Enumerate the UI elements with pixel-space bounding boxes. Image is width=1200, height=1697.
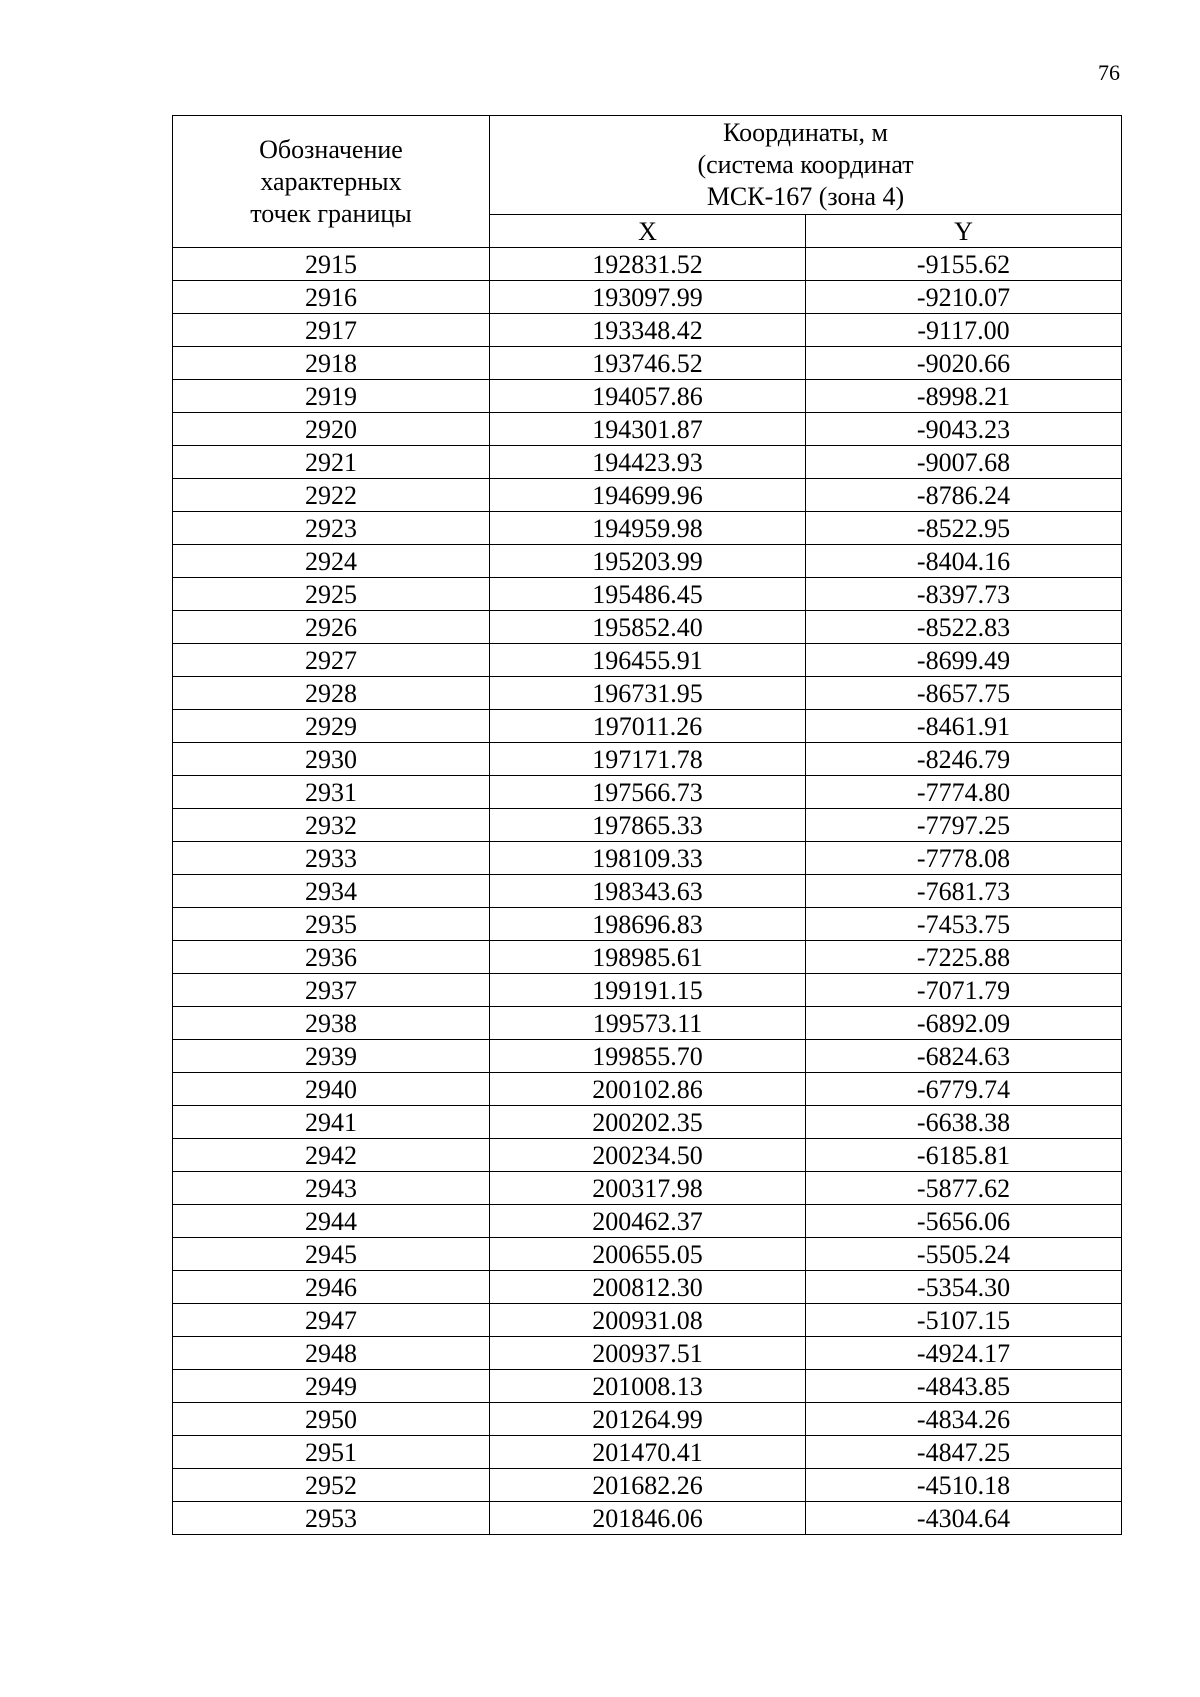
- cell-y: -6824.63: [806, 1040, 1122, 1073]
- cell-point: 2932: [173, 809, 490, 842]
- cell-x: 194959.98: [490, 512, 806, 545]
- cell-y: -6892.09: [806, 1007, 1122, 1040]
- table-row: [173, 1304, 1122, 1337]
- cell-x: 199573.11: [490, 1007, 806, 1040]
- table-header-row: [173, 116, 1122, 215]
- table-row: [173, 644, 1122, 677]
- cell-point: 2917: [173, 314, 490, 347]
- cell-x: 198985.61: [490, 941, 806, 974]
- cell-y: -8998.21: [806, 380, 1122, 413]
- header-x: X: [490, 215, 806, 248]
- cell-x: 194057.86: [490, 380, 806, 413]
- cell-point: 2952: [173, 1469, 490, 1502]
- cell-x: 198696.83: [490, 908, 806, 941]
- cell-point: 2936: [173, 941, 490, 974]
- cell-x: 201846.06: [490, 1502, 806, 1535]
- table-row: [173, 1106, 1122, 1139]
- cell-y: -7453.75: [806, 908, 1122, 941]
- cell-point: 2940: [173, 1073, 490, 1106]
- cell-x: 197011.26: [490, 710, 806, 743]
- cell-y: -8786.24: [806, 479, 1122, 512]
- cell-y: -4847.25: [806, 1436, 1122, 1469]
- table-row: [173, 512, 1122, 545]
- cell-point: 2926: [173, 611, 490, 644]
- cell-y: -5656.06: [806, 1205, 1122, 1238]
- header-y: Y: [806, 215, 1122, 248]
- cell-point: 2944: [173, 1205, 490, 1238]
- table-row: [173, 1502, 1122, 1535]
- cell-point: 2938: [173, 1007, 490, 1040]
- cell-y: -8397.73: [806, 578, 1122, 611]
- table-row: [173, 1040, 1122, 1073]
- cell-x: 193348.42: [490, 314, 806, 347]
- cell-point: 2946: [173, 1271, 490, 1304]
- table-row: [173, 413, 1122, 446]
- coordinates-table: [172, 115, 1122, 1535]
- cell-point: 2933: [173, 842, 490, 875]
- cell-x: 194699.96: [490, 479, 806, 512]
- cell-point: 2930: [173, 743, 490, 776]
- cell-x: 195852.40: [490, 611, 806, 644]
- cell-point: 2921: [173, 446, 490, 479]
- cell-x: 193746.52: [490, 347, 806, 380]
- table-row: [173, 842, 1122, 875]
- table-row: [173, 611, 1122, 644]
- header-point-line-1: Обозначение: [259, 134, 403, 164]
- cell-y: -9210.07: [806, 281, 1122, 314]
- cell-y: -9020.66: [806, 347, 1122, 380]
- header-point-line-2: характерных: [260, 166, 402, 196]
- cell-x: 200655.05: [490, 1238, 806, 1271]
- cell-y: -4834.26: [806, 1403, 1122, 1436]
- cell-point: 2923: [173, 512, 490, 545]
- table-row: [173, 1172, 1122, 1205]
- cell-y: -7225.88: [806, 941, 1122, 974]
- cell-y: -5107.15: [806, 1304, 1122, 1337]
- table-body: [173, 248, 1122, 1535]
- table-row: [173, 677, 1122, 710]
- cell-x: 199855.70: [490, 1040, 806, 1073]
- cell-point: 2948: [173, 1337, 490, 1370]
- cell-point: 2934: [173, 875, 490, 908]
- cell-point: 2931: [173, 776, 490, 809]
- cell-point: 2929: [173, 710, 490, 743]
- table-row: [173, 281, 1122, 314]
- cell-point: 2941: [173, 1106, 490, 1139]
- cell-x: 196455.91: [490, 644, 806, 677]
- cell-y: -7681.73: [806, 875, 1122, 908]
- cell-y: -4924.17: [806, 1337, 1122, 1370]
- cell-y: -8246.79: [806, 743, 1122, 776]
- table-row: [173, 776, 1122, 809]
- table-row: [173, 1271, 1122, 1304]
- cell-point: 2951: [173, 1436, 490, 1469]
- cell-y: -9043.23: [806, 413, 1122, 446]
- cell-x: 193097.99: [490, 281, 806, 314]
- table-row: [173, 974, 1122, 1007]
- cell-x: 201682.26: [490, 1469, 806, 1502]
- cell-y: -7071.79: [806, 974, 1122, 1007]
- cell-x: 197171.78: [490, 743, 806, 776]
- cell-y: -6779.74: [806, 1073, 1122, 1106]
- header-point-designation: [173, 116, 490, 248]
- cell-point: 2950: [173, 1403, 490, 1436]
- table-row: [173, 545, 1122, 578]
- cell-x: 200931.08: [490, 1304, 806, 1337]
- cell-x: 198109.33: [490, 842, 806, 875]
- cell-point: 2916: [173, 281, 490, 314]
- cell-point: 2920: [173, 413, 490, 446]
- page-number: 76: [1098, 60, 1120, 85]
- cell-x: 194301.87: [490, 413, 806, 446]
- table-row: [173, 1403, 1122, 1436]
- cell-x: 201470.41: [490, 1436, 806, 1469]
- cell-y: -9007.68: [806, 446, 1122, 479]
- cell-y: -7797.25: [806, 809, 1122, 842]
- cell-point: 2915: [173, 248, 490, 281]
- table-row: [173, 314, 1122, 347]
- cell-point: 2925: [173, 578, 490, 611]
- table-row: [173, 446, 1122, 479]
- table-row: [173, 248, 1122, 281]
- table-row: [173, 1139, 1122, 1172]
- cell-y: -8699.49: [806, 644, 1122, 677]
- header-coords-line-1: Координаты, м: [723, 118, 888, 147]
- header-coords-line-3: МСК-167 (зона 4): [706, 182, 905, 211]
- cell-point: 2939: [173, 1040, 490, 1073]
- cell-y: -4510.18: [806, 1469, 1122, 1502]
- table-row: [173, 1205, 1122, 1238]
- table-row: [173, 578, 1122, 611]
- cell-point: 2918: [173, 347, 490, 380]
- table-row: [173, 1073, 1122, 1106]
- cell-point: 2919: [173, 380, 490, 413]
- table-row: [173, 875, 1122, 908]
- cell-x: 200317.98: [490, 1172, 806, 1205]
- table-row: [173, 743, 1122, 776]
- cell-x: 197865.33: [490, 809, 806, 842]
- cell-point: 2945: [173, 1238, 490, 1271]
- cell-x: 194423.93: [490, 446, 806, 479]
- cell-y: -4843.85: [806, 1370, 1122, 1403]
- cell-x: 195203.99: [490, 545, 806, 578]
- cell-point: 2949: [173, 1370, 490, 1403]
- table-row: [173, 1238, 1122, 1271]
- cell-point: 2942: [173, 1139, 490, 1172]
- cell-y: -8522.83: [806, 611, 1122, 644]
- table-row: [173, 479, 1122, 512]
- table-row: [173, 1469, 1122, 1502]
- table-row: [173, 941, 1122, 974]
- header-coords-line-2: (система координат: [697, 150, 914, 179]
- table-row: [173, 1337, 1122, 1370]
- cell-y: -4304.64: [806, 1502, 1122, 1535]
- table-row: [173, 347, 1122, 380]
- cell-y: -7778.08: [806, 842, 1122, 875]
- cell-point: 2937: [173, 974, 490, 1007]
- cell-point: 2947: [173, 1304, 490, 1337]
- cell-x: 199191.15: [490, 974, 806, 1007]
- cell-x: 195486.45: [490, 578, 806, 611]
- cell-y: -5354.30: [806, 1271, 1122, 1304]
- cell-point: 2922: [173, 479, 490, 512]
- cell-point: 2943: [173, 1172, 490, 1205]
- cell-y: -6638.38: [806, 1106, 1122, 1139]
- cell-y: -9155.62: [806, 248, 1122, 281]
- table-row: [173, 908, 1122, 941]
- table-row: [173, 380, 1122, 413]
- cell-y: -5505.24: [806, 1238, 1122, 1271]
- table-row: [173, 1007, 1122, 1040]
- cell-x: 196731.95: [490, 677, 806, 710]
- cell-x: 197566.73: [490, 776, 806, 809]
- cell-point: 2924: [173, 545, 490, 578]
- cell-x: 201264.99: [490, 1403, 806, 1436]
- table-row: [173, 710, 1122, 743]
- cell-y: -7774.80: [806, 776, 1122, 809]
- cell-x: 200234.50: [490, 1139, 806, 1172]
- cell-y: -8404.16: [806, 545, 1122, 578]
- cell-y: -8461.91: [806, 710, 1122, 743]
- cell-x: 200462.37: [490, 1205, 806, 1238]
- header-point-line-3: точек границы: [250, 198, 412, 228]
- table-row: [173, 1436, 1122, 1469]
- table-row: [173, 1370, 1122, 1403]
- cell-point: 2935: [173, 908, 490, 941]
- cell-point: 2928: [173, 677, 490, 710]
- cell-x: 200812.30: [490, 1271, 806, 1304]
- cell-y: -8522.95: [806, 512, 1122, 545]
- cell-y: -5877.62: [806, 1172, 1122, 1205]
- cell-x: 200202.35: [490, 1106, 806, 1139]
- cell-y: -9117.00: [806, 314, 1122, 347]
- cell-x: 198343.63: [490, 875, 806, 908]
- cell-point: 2953: [173, 1502, 490, 1535]
- cell-x: 200102.86: [490, 1073, 806, 1106]
- header-coordinates: [490, 116, 1122, 215]
- cell-y: -8657.75: [806, 677, 1122, 710]
- cell-point: 2927: [173, 644, 490, 677]
- cell-y: -6185.81: [806, 1139, 1122, 1172]
- cell-x: 201008.13: [490, 1370, 806, 1403]
- cell-x: 192831.52: [490, 248, 806, 281]
- cell-x: 200937.51: [490, 1337, 806, 1370]
- table-row: [173, 809, 1122, 842]
